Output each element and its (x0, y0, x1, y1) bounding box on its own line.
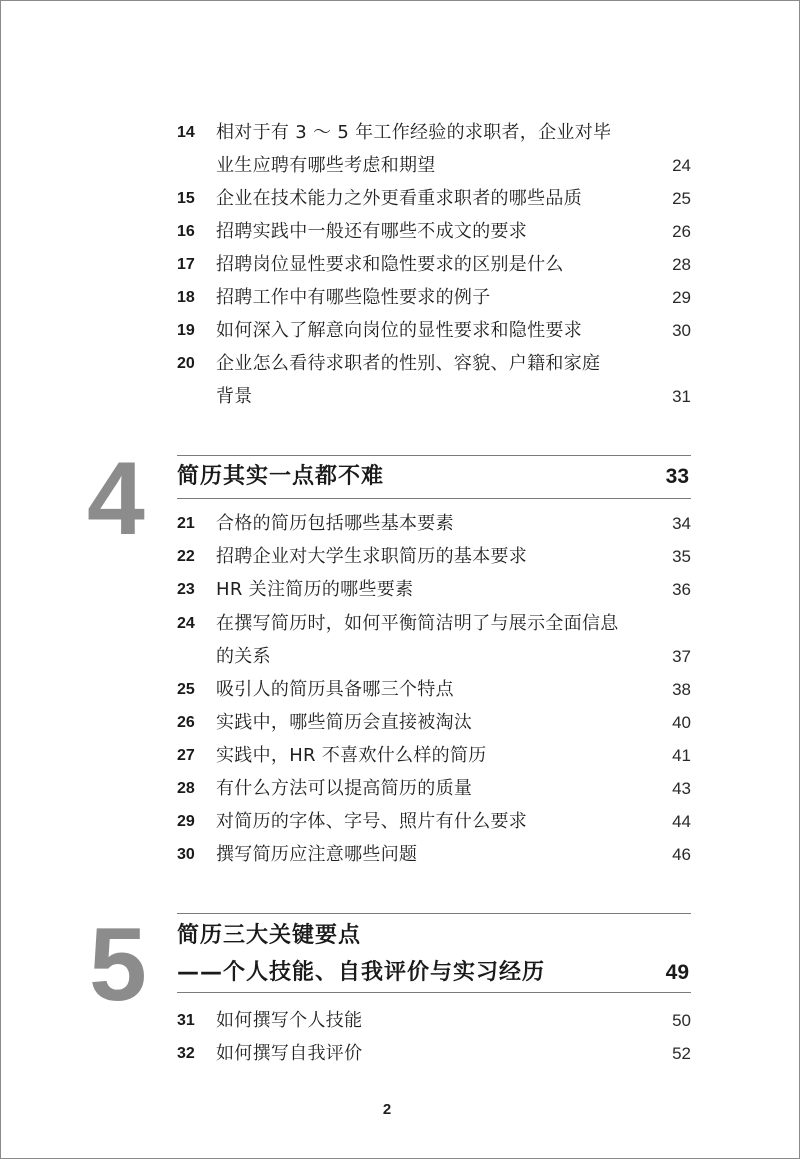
toc-entry[interactable] (177, 314, 691, 347)
toc-entry[interactable] (177, 706, 691, 739)
chapter-number: 5 (89, 907, 147, 1023)
toc-entry[interactable] (177, 573, 691, 606)
chapter-page: 49 (665, 961, 689, 984)
entry-number: 28 (177, 780, 195, 797)
toc-entry[interactable] (177, 281, 691, 314)
toc-entry[interactable] (177, 673, 691, 706)
entry-page: 26 (672, 222, 691, 241)
entry-page: 46 (672, 845, 691, 864)
entry-page: 41 (672, 746, 691, 765)
entry-page: 40 (672, 713, 691, 732)
chapter-title[interactable]: 简历其实一点都不难 (177, 464, 385, 489)
entry-title: 如何深入了解意向岗位的显性要求和隐性要求 (216, 320, 582, 341)
entry-page: 36 (672, 580, 691, 599)
entry-number: 18 (177, 289, 195, 306)
entry-title: HR 关注简历的哪些要素 (216, 579, 414, 600)
toc-entry[interactable] (177, 540, 691, 573)
entry-page: 25 (672, 189, 691, 208)
entry-title: 在撰写简历时，如何平衡简洁明了与展示全面信息的关系 (216, 613, 619, 667)
entry-page: 34 (672, 514, 691, 533)
entry-page: 30 (672, 321, 691, 340)
toc-entry[interactable] (177, 116, 691, 182)
page-number: 2 (382, 1101, 392, 1118)
entry-number: 31 (177, 1012, 195, 1029)
entry-number: 26 (177, 714, 195, 731)
entry-page: 52 (672, 1044, 691, 1063)
entry-number: 14 (177, 124, 195, 141)
toc-entry[interactable] (177, 772, 691, 805)
toc-entry[interactable] (177, 607, 691, 673)
entry-title: 实践中，HR 不喜欢什么样的简历 (216, 745, 487, 766)
chapter-subtitle[interactable]: ——个人技能、自我评价与实习经历 (177, 960, 546, 985)
entry-number: 24 (177, 615, 195, 632)
entry-page: 43 (672, 779, 691, 798)
entry-title: 企业在技术能力之外更看重求职者的哪些品质 (216, 188, 582, 209)
chapter-rule-bottom (177, 992, 691, 993)
toc-entry[interactable] (177, 805, 691, 838)
entry-page: 50 (672, 1011, 691, 1030)
entry-title: 企业怎么看待求职者的性别、容貌、户籍和家庭背景 (216, 353, 601, 407)
chapter-number: 4 (87, 441, 145, 557)
entry-number: 16 (177, 223, 195, 240)
chapter-rule-top (177, 455, 691, 456)
toc-entry[interactable] (177, 215, 691, 248)
entry-page: 35 (672, 547, 691, 566)
toc-entry[interactable] (177, 1004, 691, 1037)
entry-page: 29 (672, 288, 691, 307)
entry-page: 28 (672, 255, 691, 274)
entry-page: 38 (672, 680, 691, 699)
entry-number: 23 (177, 581, 195, 598)
entry-number: 22 (177, 548, 195, 565)
chapter-rule-bottom (177, 498, 691, 499)
toc-entry[interactable] (177, 739, 691, 772)
entry-title: 撰写简历应注意哪些问题 (216, 844, 418, 865)
entry-title: 对简历的字体、字号、照片有什么要求 (216, 811, 528, 832)
toc-entry[interactable] (177, 347, 691, 413)
entry-number: 15 (177, 190, 195, 207)
entry-number: 27 (177, 747, 195, 764)
entry-page: 44 (672, 812, 691, 831)
entry-title: 吸引人的简历具备哪三个特点 (216, 679, 454, 700)
toc-entry[interactable] (177, 182, 691, 215)
entry-number: 32 (177, 1045, 195, 1062)
entry-number: 25 (177, 681, 195, 698)
entry-number: 17 (177, 256, 195, 273)
entry-title: 如何撰写个人技能 (216, 1010, 363, 1031)
entry-number: 20 (177, 355, 195, 372)
toc-entry[interactable] (177, 507, 691, 540)
entry-number: 21 (177, 515, 195, 532)
toc-entry[interactable] (177, 838, 691, 871)
entry-title: 招聘实践中一般还有哪些不成文的要求 (216, 221, 528, 242)
entry-title: 如何撰写自我评价 (216, 1043, 363, 1064)
chapter-rule-top (177, 913, 691, 914)
chapter-page: 33 (665, 465, 689, 488)
entry-title: 招聘企业对大学生求职简历的基本要求 (216, 546, 528, 567)
entry-page: 37 (672, 647, 691, 666)
toc-entry[interactable] (177, 1037, 691, 1070)
entry-title: 有什么方法可以提高简历的质量 (216, 778, 473, 799)
entry-title: 合格的简历包括哪些基本要素 (216, 513, 454, 534)
entry-page: 31 (672, 387, 691, 406)
toc-entry[interactable] (177, 248, 691, 281)
entry-number: 29 (177, 813, 195, 830)
entry-title: 招聘工作中有哪些隐性要求的例子 (216, 287, 491, 308)
entry-title: 实践中，哪些简历会直接被淘汰 (216, 712, 473, 733)
entry-number: 19 (177, 322, 195, 339)
entry-number: 30 (177, 846, 195, 863)
entry-title: 相对于有 3 ～ 5 年工作经验的求职者，企业对毕业生应聘有哪些考虑和期望 (216, 122, 612, 176)
entry-page: 24 (672, 156, 691, 175)
chapter-title[interactable]: 简历三大关键要点 (177, 923, 362, 948)
entry-title: 招聘岗位显性要求和隐性要求的区别是什么 (216, 254, 564, 275)
